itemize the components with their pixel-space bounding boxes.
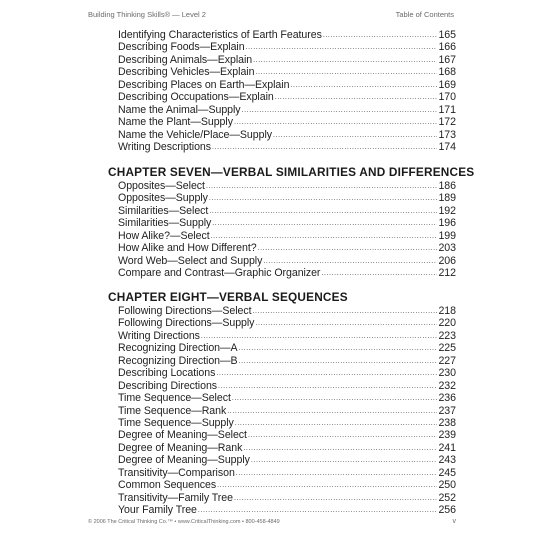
toc-entry-title: Common Sequences: [118, 479, 217, 492]
toc-entry-title: Transitivity—Family Tree: [118, 491, 233, 504]
toc-entry: [118, 255, 456, 267]
toc-entry-page-number: 206: [438, 254, 456, 267]
toc-entry: [118, 317, 456, 329]
toc-entry-title: Name the Vehicle/Place—Supply: [118, 128, 273, 141]
toc-entry-page-number: 166: [438, 41, 456, 54]
dot-leader: [273, 130, 437, 142]
toc-entry-page-number: 236: [438, 392, 456, 405]
dot-leader: [290, 80, 437, 92]
running-head-section-title: Table of Contents: [395, 10, 454, 19]
dot-leader: [258, 243, 438, 255]
toc-entry-title: Describing Places on Earth—Explain: [118, 78, 290, 91]
toc-entry: [118, 417, 456, 429]
toc-entry: [118, 104, 456, 116]
dot-leader: [253, 55, 437, 67]
toc-entry-title: Opposites—Supply: [118, 192, 208, 205]
dot-leader: [251, 455, 438, 467]
toc-entry-page-number: 186: [438, 180, 456, 192]
toc-entry-page-number: 230: [438, 367, 456, 380]
toc-entry-title: Degree of Meaning—Rank: [118, 441, 243, 454]
toc-entry: [118, 91, 456, 103]
dot-leader: [243, 443, 437, 455]
toc-entry: [118, 305, 456, 317]
dot-leader: [323, 30, 438, 42]
toc-entry: [118, 205, 456, 217]
toc-entry: [118, 367, 456, 379]
toc-entry-page-number: 250: [438, 479, 456, 492]
toc-chapter-seven: [118, 180, 456, 280]
toc-entry: [118, 230, 456, 242]
toc-entry-page-number: 256: [438, 504, 456, 516]
toc-entry-page-number: 168: [438, 66, 456, 79]
toc-entry-page-number: 238: [438, 416, 456, 429]
toc-entry-page-number: 169: [438, 78, 456, 91]
toc-entry: [118, 129, 456, 141]
toc-entry: [118, 217, 456, 229]
toc-entry: [118, 442, 456, 454]
toc-entry: [118, 392, 456, 404]
toc-entry-title: Writing Descriptions: [118, 140, 211, 153]
toc-entry-page-number: 223: [438, 329, 456, 342]
dot-leader: [212, 142, 437, 154]
toc-entry: [118, 330, 456, 342]
toc-entry-page-number: 225: [438, 342, 456, 355]
toc-entry: [118, 54, 456, 66]
dot-leader: [239, 356, 438, 368]
dot-leader: [252, 306, 437, 318]
toc-entry-title: How Alike?—Select: [118, 229, 210, 242]
toc-entry-title: Time Sequence—Select: [118, 392, 231, 405]
toc-entry: [118, 267, 456, 279]
toc-entry-title: Similarities—Supply: [118, 217, 212, 230]
toc-entry-page-number: 170: [438, 91, 456, 104]
toc-entry-title: Word Web—Select and Supply: [118, 254, 263, 267]
toc-entry-title: Time Sequence—Rank: [118, 404, 227, 417]
dot-leader: [232, 393, 438, 405]
dot-leader: [255, 318, 437, 330]
toc-entry: [118, 467, 456, 479]
toc-section-continued: [118, 29, 456, 153]
dot-leader: [209, 206, 437, 218]
toc-entry: [118, 66, 456, 78]
footer-page-number: v: [452, 518, 456, 525]
toc-entry-title: Writing Directions: [118, 329, 200, 342]
toc-entry-page-number: 220: [438, 317, 456, 330]
toc-entry: [118, 479, 456, 491]
dot-leader: [209, 193, 438, 205]
toc-entry: [118, 242, 456, 254]
chapter-eight-heading: CHAPTER EIGHT—VERBAL SEQUENCES: [108, 290, 348, 304]
toc-entry: [118, 405, 456, 417]
toc-entry-title: Following Directions—Select: [118, 305, 252, 317]
dot-leader: [255, 67, 437, 79]
footer-copyright: © 2006 The Critical Thinking Co.™ • www.CriticalThinking.com • 800-458-4849: [88, 519, 280, 525]
toc-entry-title: Opposites—Select: [118, 180, 205, 192]
toc-entry-page-number: 203: [438, 242, 456, 255]
toc-entry-title: Degree of Meaning—Supply: [118, 454, 250, 467]
toc-entry-page-number: 192: [438, 204, 456, 217]
dot-leader: [206, 181, 438, 193]
toc-entry-page-number: 232: [438, 379, 456, 392]
dot-leader: [263, 256, 437, 268]
toc-entry: [118, 429, 456, 441]
page-footer: [88, 519, 456, 529]
dot-leader: [218, 381, 437, 393]
toc-entry-title: Degree of Meaning—Select: [118, 429, 247, 442]
toc-entry: [118, 380, 456, 392]
dot-leader: [212, 218, 437, 230]
toc-entry: [118, 141, 456, 153]
toc-entry-page-number: 243: [438, 454, 456, 467]
toc-entry-title: Recognizing Direction—B: [118, 354, 238, 367]
running-head-book-title: Building Thinking Skills® — Level 2: [88, 10, 206, 19]
dot-leader: [234, 117, 438, 129]
toc-entry-page-number: 174: [438, 140, 456, 153]
dot-leader: [235, 418, 438, 430]
toc-entry-page-number: 167: [438, 53, 456, 66]
toc-entry: [118, 79, 456, 91]
toc-entry-title: Your Family Tree: [118, 504, 197, 516]
toc-entry-page-number: 218: [438, 305, 456, 317]
dot-leader: [248, 430, 438, 442]
toc-entry-title: Describing Occupations—Explain: [118, 91, 274, 104]
toc-chapter-eight: [118, 305, 456, 516]
toc-entry-page-number: 165: [438, 29, 456, 41]
dot-leader: [242, 105, 438, 117]
toc-entry: [118, 492, 456, 504]
toc-entry-title: Name the Plant—Supply: [118, 116, 233, 129]
dot-leader: [239, 343, 438, 355]
dot-leader: [217, 480, 437, 492]
toc-entry: [118, 355, 456, 367]
toc-entry-title: Compare and Contrast—Graphic Organizer: [118, 267, 321, 280]
toc-entry: [118, 180, 456, 192]
toc-entry-title: Identifying Characteristics of Earth Features: [118, 29, 322, 41]
toc-entry-title: Describing Locations: [118, 367, 216, 380]
toc-entry-page-number: 173: [438, 128, 456, 141]
toc-entry-page-number: 245: [438, 466, 456, 479]
toc-entry-title: Describing Foods—Explain: [118, 41, 245, 54]
toc-entry-page-number: 212: [438, 267, 456, 280]
toc-entry: [118, 41, 456, 53]
toc-entry-page-number: 241: [438, 441, 456, 454]
toc-entry-title: Recognizing Direction—A: [118, 342, 238, 355]
toc-entry-title: Describing Animals—Explain: [118, 53, 253, 66]
dot-leader: [234, 493, 438, 505]
toc-entry-page-number: 172: [438, 116, 456, 129]
toc-entry: [118, 454, 456, 466]
dot-leader: [236, 468, 438, 480]
dot-leader: [275, 92, 438, 104]
toc-entry-page-number: 171: [438, 103, 456, 116]
toc-entry-title: Transitivity—Comparison: [118, 466, 235, 479]
toc-entry: [118, 342, 456, 354]
toc-entry-title: Name the Animal—Supply: [118, 103, 241, 116]
toc-entry-title: Describing Vehicles—Explain: [118, 66, 255, 79]
toc-entry-page-number: 252: [438, 491, 456, 504]
toc-entry-page-number: 239: [438, 429, 456, 442]
toc-entry: [118, 29, 456, 41]
toc-entry-title: Similarities—Select: [118, 204, 209, 217]
dot-leader: [227, 406, 437, 418]
toc-entry-page-number: 189: [438, 192, 456, 205]
dot-leader: [246, 42, 438, 54]
toc-entry-title: How Alike and How Different?: [118, 242, 257, 255]
chapter-seven-heading: CHAPTER SEVEN—VERBAL SIMILARITIES AND DIFFERENCES: [108, 165, 475, 179]
toc-entry: [118, 116, 456, 128]
dot-leader: [201, 331, 438, 343]
toc-entry-page-number: 199: [438, 229, 456, 242]
toc-entry: [118, 504, 456, 516]
toc-entry-title: Describing Directions: [118, 379, 218, 392]
toc-entry-title: Following Directions—Supply: [118, 317, 255, 330]
dot-leader: [211, 231, 438, 243]
dot-leader: [216, 368, 437, 380]
dot-leader: [321, 268, 437, 280]
toc-entry-page-number: 196: [438, 217, 456, 230]
toc-entry: [118, 192, 456, 204]
dot-leader: [198, 505, 438, 517]
running-head: [88, 10, 454, 22]
toc-entry-title: Time Sequence—Supply: [118, 416, 234, 429]
toc-entry-page-number: 227: [438, 354, 456, 367]
toc-entry-page-number: 237: [438, 404, 456, 417]
